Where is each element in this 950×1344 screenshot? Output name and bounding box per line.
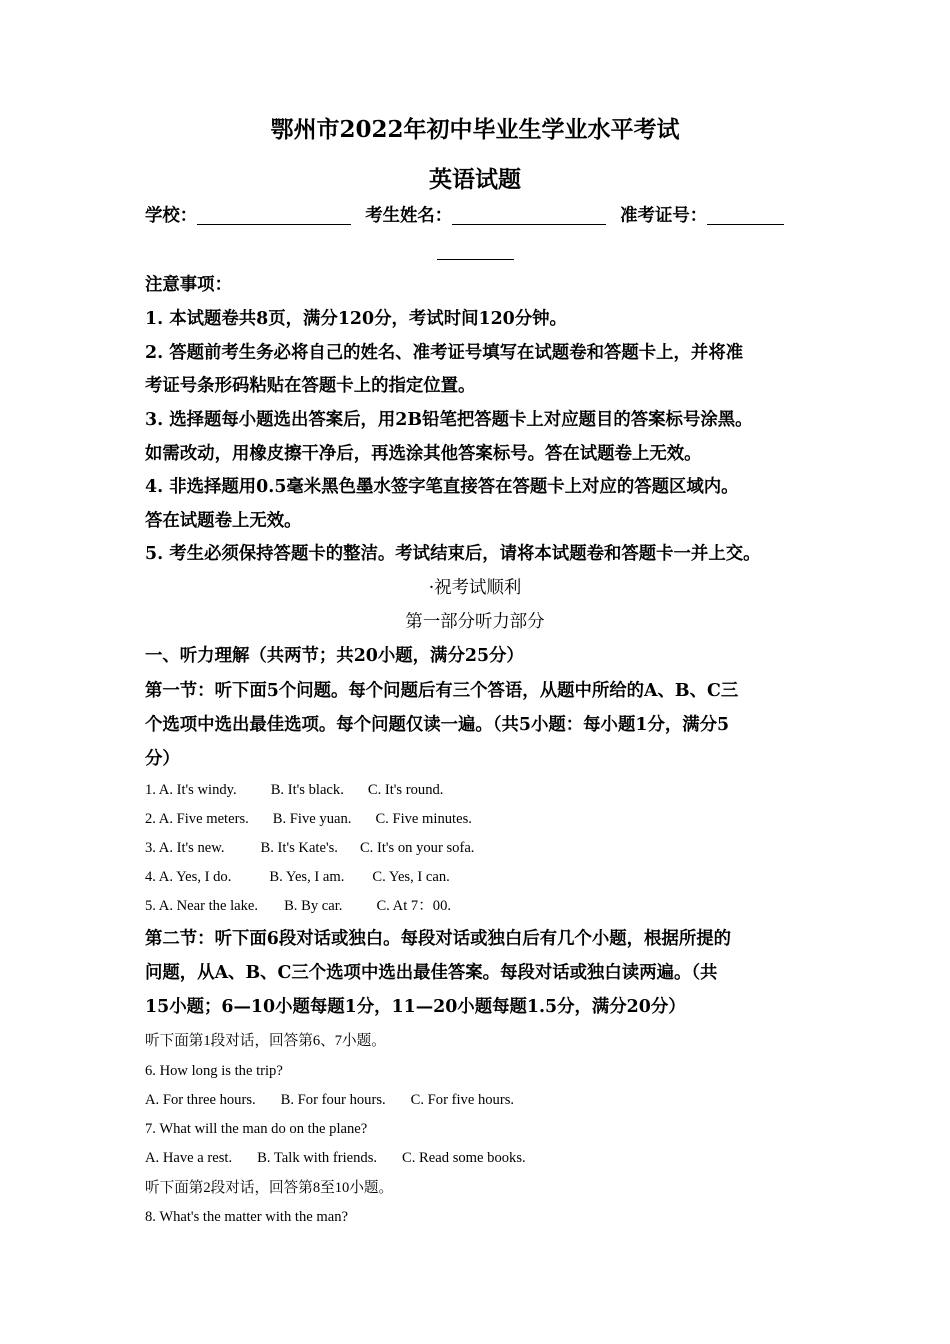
dialogue-1-intro: 听下面第1段对话，回答第6、7小题。 xyxy=(145,1033,386,1049)
question-3 xyxy=(145,841,474,856)
section-heading: 一、听力理解（共两节；共20小题，满分25分） xyxy=(145,646,524,666)
notice-line: 2. 答题前考生务必将自己的姓名、准考证号填写在试题卷和答题卡上，并将准 xyxy=(145,343,744,363)
notice-line: 4. 非选择题用0.5毫米黑色墨水签字笔直接答在答题卡上对应的答题区域内。 xyxy=(145,477,739,497)
exam-subtitle: 英语试题 xyxy=(429,166,521,193)
notice-line: 3. 选择题每小题选出答案后，用2B铅笔把答题卡上对应题目的答案标号涂黑。 xyxy=(145,410,753,430)
option-b: B. It's black. xyxy=(270,782,344,798)
option-c: C. Five minutes. xyxy=(375,811,472,827)
name-blank[interactable] xyxy=(452,209,606,225)
option-a: 2. A. Five meters. xyxy=(145,811,249,827)
option-b: B. It's Kate's. xyxy=(260,840,338,856)
option-a: 5. A. Near the lake. xyxy=(145,898,259,914)
notice-line: 考证号条形码粘贴在答题卡上的指定位置。 xyxy=(145,376,476,396)
id-blank-continued[interactable] xyxy=(437,259,514,260)
option-c: C. At 7：00. xyxy=(376,898,452,914)
question-4 xyxy=(145,870,450,885)
candidate-info xyxy=(145,208,784,225)
section2-instruction: 问题，从A、B、C三个选项中选出最佳答案。每段对话或独白读两遍。（共 xyxy=(145,963,718,983)
question-7-stem: 7. What will the man do on the plane? xyxy=(145,1121,368,1137)
question-2 xyxy=(145,812,472,827)
id-label: 准考证号： xyxy=(620,206,708,226)
part1-title: 第一部分听力部分 xyxy=(405,612,545,632)
option-c: C. It's on your sofa. xyxy=(359,840,475,856)
exam-title: 鄂州市2022年初中毕业生学业水平考试 xyxy=(270,116,680,143)
notice-heading: 注意事项： xyxy=(145,275,232,295)
section1-instruction: 个选项中选出最佳选项。每个问题仅读一遍。（共5小题：每小题1分，满分5 xyxy=(145,715,730,735)
name-label: 考生姓名： xyxy=(365,206,453,226)
section2-instruction: 第二节：听下面6段对话或独白。每段对话或独白后有几个小题，根据所提的 xyxy=(145,929,731,949)
option-b: B. Five yuan. xyxy=(272,811,352,827)
option-b: B. By car. xyxy=(284,898,343,914)
question-6-options xyxy=(145,1093,514,1108)
question-6-stem: 6. How long is the trip? xyxy=(145,1063,283,1079)
question-1 xyxy=(145,783,443,798)
school-label: 学校： xyxy=(145,206,198,226)
option-c: C. Read some books. xyxy=(402,1150,526,1166)
option-b: B. For four hours. xyxy=(280,1092,386,1108)
notice-line: 答在试题卷上无效。 xyxy=(145,511,302,531)
option-a: 1. A. It's windy. xyxy=(145,782,237,798)
option-a: A. Have a rest. xyxy=(145,1150,233,1166)
option-a: A. For three hours. xyxy=(145,1092,256,1108)
id-blank[interactable] xyxy=(707,209,784,225)
section1-instruction: 分） xyxy=(145,749,180,769)
option-a: 3. A. It's new. xyxy=(145,840,225,856)
section1-instruction: 第一节：听下面5个问题。每个问题后有三个答语，从题中所给的A、B、C三 xyxy=(145,681,739,701)
notice-line: 如需改动，用橡皮擦干净后，再选涂其他答案标号。答在试题卷上无效。 xyxy=(145,444,702,464)
notice-line: 1. 本试题卷共8页，满分120分，考试时间120分钟。 xyxy=(145,309,567,329)
question-5 xyxy=(145,899,451,914)
dialogue-2-intro: 听下面第2段对话，回答第8至10小题。 xyxy=(145,1180,394,1196)
option-c: C. Yes, I can. xyxy=(372,869,450,885)
good-luck-wish: ·祝考试顺利 xyxy=(428,578,522,598)
option-c: C. For five hours. xyxy=(410,1092,515,1108)
school-blank[interactable] xyxy=(197,209,351,225)
option-b: B. Yes, I am. xyxy=(269,869,345,885)
question-7-options xyxy=(145,1151,526,1166)
section2-instruction: 15小题；6—10小题每题1分，11—20小题每题1.5分，满分20分） xyxy=(145,997,686,1017)
option-a: 4. A. Yes, I do. xyxy=(145,869,232,885)
question-8-stem: 8. What's the matter with the man? xyxy=(145,1209,348,1225)
notice-line: 5. 考生必须保持答题卡的整洁。考试结束后，请将本试题卷和答题卡一并上交。 xyxy=(145,544,761,564)
option-c: C. It's round. xyxy=(367,782,444,798)
option-b: B. Talk with friends. xyxy=(257,1150,378,1166)
